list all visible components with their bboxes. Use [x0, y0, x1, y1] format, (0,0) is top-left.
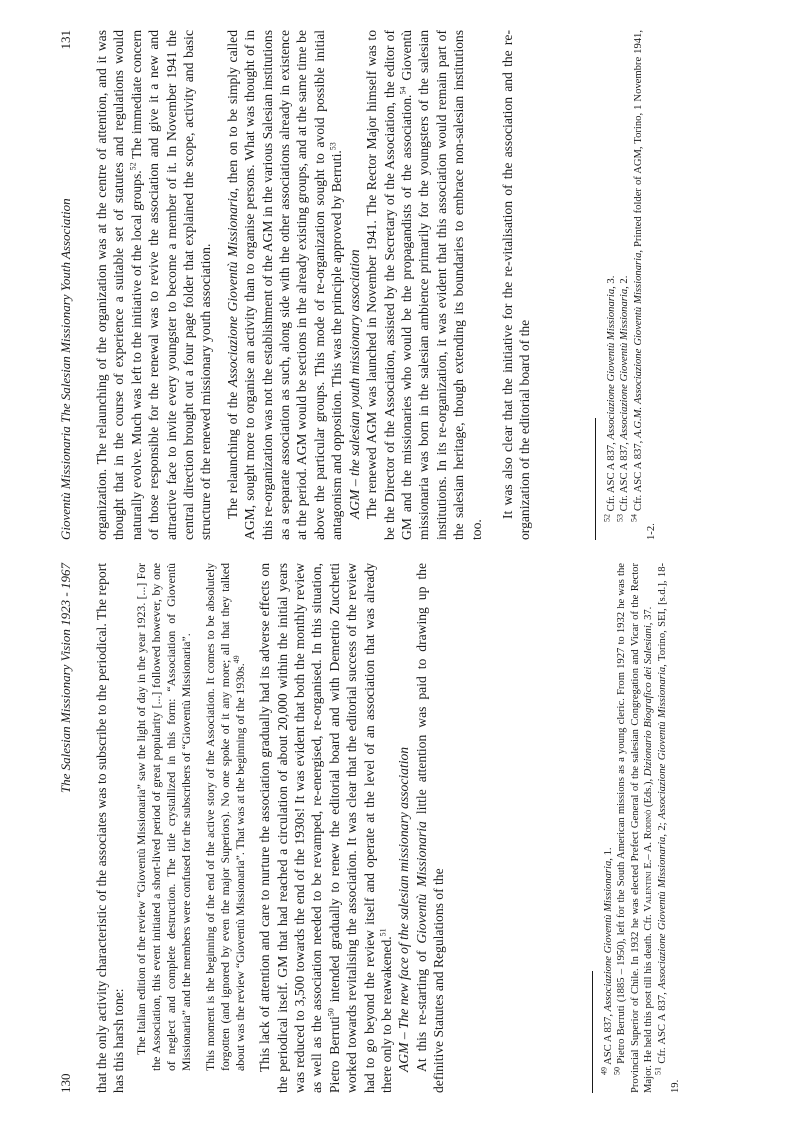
body-text-right [93, 30, 534, 540]
footnote-ref: 50 [326, 1008, 336, 1017]
quote-text: The Italian edition of the review “Gioventù Missionaria” saw the light of day in the year 1923. [...] For the Association, this event initiated a short-lived period of great popularity [...] followed however, by one of neglect and complete destruction. The title crystallized in this form: “Association of Gioventù Missionaria” and the members were confused for the subscribers of “Gioventù Missionaria”. [133, 563, 194, 1071]
body-text-left [93, 563, 448, 1093]
footnote-rule [595, 418, 596, 540]
section-subheading: AGM – the salesian youth missionary association [346, 249, 362, 519]
section-subheading: AGM – The new face of the salesian missionary association [396, 746, 412, 1072]
page-number: 131 [58, 30, 73, 50]
running-title: Gioventù Missionaria The Salesian Missionary Youth Association [58, 198, 73, 540]
footnote-ref: 52 [128, 162, 138, 171]
page-number: 130 [58, 1073, 73, 1093]
footnote-ref: 54 [398, 86, 408, 95]
footnote-ref: 51 [378, 928, 388, 937]
block-quote [134, 563, 195, 1071]
footnote-ref: 49 [232, 655, 242, 664]
footnote: $^{53}$ Cfr. ASC A 837, Associazione Gioventù Missionaria, 2. [615, 275, 631, 522]
paragraph: At this re-starting of Gioventù Missionaria little attention was paid to drawing up the definitive Statutes and Regulations of the [413, 563, 447, 1093]
running-head-left [58, 563, 78, 1093]
footnote: $^{49}$ ASC A 837, Associazione Gioventù Missionaria, 1. [599, 847, 614, 1075]
right-page [0, 30, 793, 540]
paragraph: organization. The relaunching of the organization was at the centre of attention, and it was thought that in the course of experience a suitable set of statutes and regulations would naturally evolve. Much was left to the initiative of the local groups.$^{52}$ The immediate concern of those responsible for the renewal was to revive the association and give it a new and attractive face to invite every youngster to become a member of it. In November 1941 the central direction brought out a four page folder that explained the scope, activity and basic structure of the renewed missionary youth association. [94, 30, 214, 540]
paragraph: This lack of attention and care to nurture the association gradually had its adverse effects on the periodical itself. GM that had reached a circulation of about 20,000 within the initial years was reduced to 3,500 towards the end of the 1930s! It was evident that both the monthly review as well as the association needed to be revamped, re-energised, re-organised. In this situation, Pietro Berruti$^{50}$ intended gradually to renew the editorial board and with Demetrio Zucchetti worked towards revitalising the association. It was clear that the editorial success of the review had to go beyond the review itself and operate at the level of an association that was already there only to be reawakened.$^{51}$ [257, 563, 395, 1093]
paragraph: The relaunching of the Associazione Gioventù Missionaria, then on to be simply called AGM, sought more to organise an activity than to organise persons. What was thought of in this re-organization was not the establishment of the AGM in the various Salesian institutions as a separate association as such, along side with the other associations already in existence at the period. AGM would be sections in the already existing groups, and at the same time be above the particular groups. This mode of re-organization sought to avoid possible initial antagonism and opposition. This was the principle approved by Berruti.$^{53}$ [224, 30, 345, 540]
paragraph: The renewed AGM was launched in November 1941. The Rector Major himself was to be the Director of the Association, assisted by the Secretary of the Association, the editor of GM and the missionaries who would be the propagandists of the association.$^{54}$ Gioventù missionaria was born in the salesian ambience primarily for the youngsters of the salesian institutions. In its re-organization, it was evident that this association would remain part of the salesian heritage, though extending its boundaries to embrace non-salesian institutions too. [364, 30, 484, 540]
running-title: The Salesian Missionary Vision 1923 - 1967 [58, 563, 73, 794]
footnote-rule [592, 971, 593, 1093]
left-page [0, 563, 793, 1093]
paragraph: that the only activity characteristic of the associates was to subscribe to the periodical. The report has this harsh tone: [94, 563, 127, 1093]
block-quote [203, 563, 249, 1071]
footnotes-right [602, 30, 659, 540]
quote-text: This moment is the beginning of the end of the active story of the Association. It comes to be absolutely forgotten (and ignored by even the major Superiors). No one spoke of it any more; all that they talked about was the review “Gioventù Missionaria”. That was at the beginning of the 1930s.$^{49}$ [202, 563, 248, 1071]
footnote: $^{52}$ Cfr. ASC A 837, Associazione Gioventù Missionaria, 3. [602, 275, 617, 522]
running-head-right [58, 30, 78, 540]
footnote: $^{54}$ Cfr. ASC A 837, A.G.M. Associazione Gioventù Missionaria, Printed folder of AGM, Torino, 1 Novembre 1941, 1-2. [629, 30, 658, 540]
footnotes-left [599, 562, 682, 1093]
footnote: $^{50}$ Pietro Berruti (1885 – 1950), left for the South American missions as a young cleric. From 1927 to 1932 he was the Provincial Superior of Chile. In 1932 he was elected Prefect General of the salesian Congregation and Vicar of the Rector Major. He held this post till his death. Cfr. Valentini E.– A. Rodinò (Eds.), Dizionario Biografico dei Salesiani, 37. [612, 563, 655, 1093]
paragraph: It was also clear that the initiative for the re-vitalisation of the association and the re-organization of the editorial board of the [499, 30, 533, 540]
footnote-ref: 53 [328, 142, 338, 151]
footnote: $^{51}$ Cfr. ASC A 837, Associazione Gioventù Missionaria, 2; Associazione Gioventù Missionaria, Torino, SEI, [s.d.], 18-19. [653, 562, 682, 1093]
